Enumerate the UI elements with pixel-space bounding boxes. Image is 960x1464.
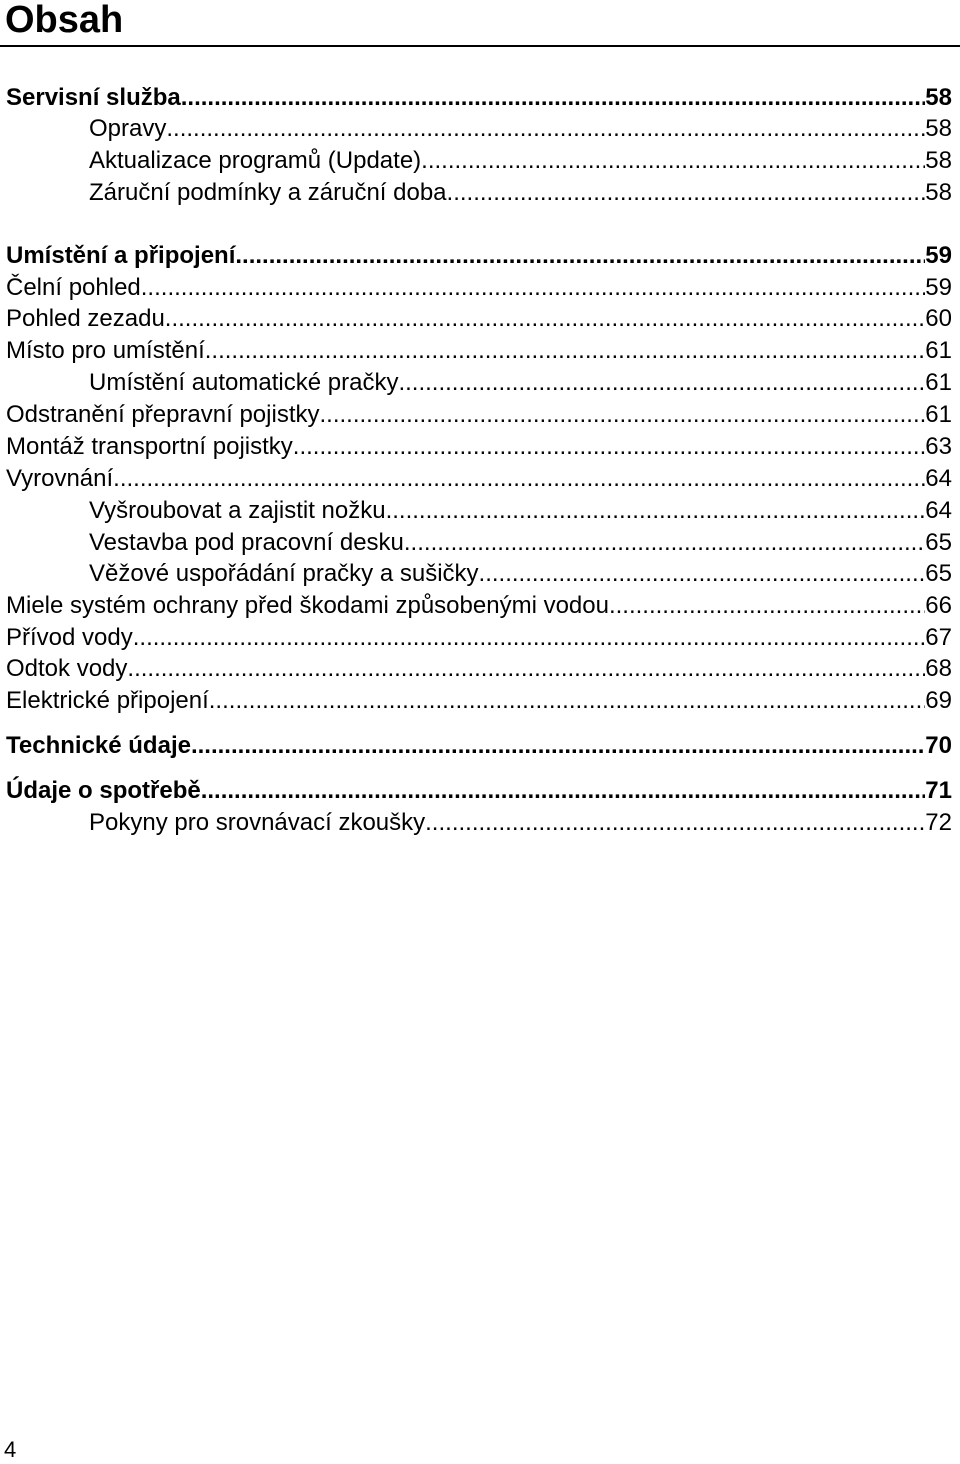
toc-entry-page: 61 bbox=[925, 401, 952, 428]
toc-leader-dots bbox=[404, 529, 925, 557]
toc-entry-page: 66 bbox=[925, 592, 952, 619]
toc-entry-title: Odtok vody bbox=[6, 655, 128, 682]
toc-entry-title: Přívod vody bbox=[6, 624, 133, 651]
toc-leader-dots bbox=[127, 655, 925, 683]
toc-entry-title: Pokyny pro srovnávací zkoušky bbox=[89, 809, 426, 836]
toc-entry[interactable] bbox=[89, 556, 952, 588]
toc-entry[interactable] bbox=[6, 588, 952, 620]
title-divider bbox=[0, 45, 960, 47]
toc-entry-page: 71 bbox=[925, 777, 952, 804]
toc-entry-title: Servisní služba bbox=[6, 84, 181, 111]
toc-entry[interactable] bbox=[6, 620, 952, 652]
toc-entry[interactable] bbox=[6, 238, 952, 270]
toc-entry-page: 58 bbox=[925, 147, 952, 174]
toc-entry[interactable] bbox=[6, 429, 952, 461]
toc-entry-title: Pohled zezadu bbox=[6, 305, 165, 332]
toc-entry-page: 72 bbox=[925, 809, 952, 836]
toc-entry[interactable] bbox=[6, 728, 952, 760]
toc-leader-dots bbox=[209, 687, 926, 715]
toc-entry[interactable] bbox=[89, 525, 952, 557]
toc-entry[interactable] bbox=[6, 270, 952, 302]
toc-entry-page: 64 bbox=[925, 465, 952, 492]
toc-entry-title: Vestavba pod pracovní desku bbox=[89, 529, 404, 556]
page-number: 4 bbox=[4, 1437, 17, 1462]
toc-leader-dots bbox=[201, 777, 926, 805]
toc-entry-title: Vyšroubovat a zajistit nožku bbox=[89, 497, 386, 524]
toc-entry-page: 61 bbox=[925, 337, 952, 364]
toc-entry-page: 58 bbox=[925, 115, 952, 142]
toc-entry-page: 68 bbox=[925, 655, 952, 682]
toc-entry-page: 59 bbox=[925, 242, 952, 269]
toc-entry-title: Čelní pohled bbox=[6, 274, 141, 301]
toc-entry-page: 59 bbox=[925, 274, 952, 301]
toc-entry-page: 69 bbox=[925, 687, 952, 714]
toc-entry[interactable] bbox=[6, 80, 952, 112]
toc-entry-title: Elektrické připojení bbox=[6, 687, 209, 714]
toc-entry-title: Věžové uspořádání pračky a sušičky bbox=[89, 560, 479, 587]
page-title: Obsah bbox=[5, 0, 124, 41]
toc-entry[interactable] bbox=[89, 175, 952, 207]
toc-entry-title: Opravy bbox=[89, 115, 167, 142]
toc-entry-page: 63 bbox=[925, 433, 952, 460]
toc-leader-dots bbox=[320, 401, 926, 429]
toc-entry[interactable] bbox=[6, 651, 952, 683]
toc-entry-page: 60 bbox=[925, 305, 952, 332]
toc-entry[interactable] bbox=[6, 683, 952, 715]
toc-entry-title: Záruční podmínky a záruční doba bbox=[89, 179, 447, 206]
toc-leader-dots bbox=[235, 242, 925, 270]
toc-entry-page: 64 bbox=[925, 497, 952, 524]
toc-leader-dots bbox=[141, 274, 926, 302]
toc-entry-title: Miele systém ochrany před škodami způsobenými vodou bbox=[6, 592, 609, 619]
toc-entry[interactable] bbox=[89, 143, 952, 175]
toc-entry[interactable] bbox=[6, 301, 952, 333]
toc-entry[interactable] bbox=[6, 773, 952, 805]
toc-leader-dots bbox=[479, 560, 926, 588]
toc-leader-dots bbox=[293, 433, 926, 461]
toc-entry-title: Technické údaje bbox=[6, 732, 191, 759]
toc-entry-title: Místo pro umístění bbox=[6, 337, 205, 364]
toc-entry[interactable] bbox=[89, 365, 952, 397]
toc-leader-dots bbox=[133, 624, 926, 652]
toc-entry-title: Umístění automatické pračky bbox=[89, 369, 399, 396]
toc-leader-dots bbox=[421, 147, 925, 175]
toc-entry[interactable] bbox=[6, 461, 952, 493]
toc-entry-page: 67 bbox=[925, 624, 952, 651]
toc-entry-title: Umístění a připojení bbox=[6, 242, 236, 269]
toc-entry-title: Aktualizace programů (Update) bbox=[89, 147, 422, 174]
toc-entry-page: 65 bbox=[925, 529, 952, 556]
toc-entry[interactable] bbox=[89, 805, 952, 837]
toc-leader-dots bbox=[165, 305, 926, 333]
toc-entry-title: Údaje o spotřebě bbox=[6, 777, 201, 804]
toc-entry[interactable] bbox=[89, 111, 952, 143]
toc-entry-page: 58 bbox=[925, 179, 952, 206]
toc-entry[interactable] bbox=[6, 333, 952, 365]
toc-leader-dots bbox=[205, 337, 926, 365]
toc-entry-page: 70 bbox=[925, 732, 952, 759]
toc-entry[interactable] bbox=[89, 493, 952, 525]
toc-entry-title: Montáž transportní pojistky bbox=[6, 433, 293, 460]
toc-leader-dots bbox=[609, 592, 925, 620]
toc-entry-page: 65 bbox=[925, 560, 952, 587]
toc-leader-dots bbox=[113, 465, 925, 493]
toc-leader-dots bbox=[166, 115, 925, 143]
toc-leader-dots bbox=[447, 179, 926, 207]
toc-entry-page: 61 bbox=[925, 369, 952, 396]
toc-entry-page: 58 bbox=[925, 84, 952, 111]
toc-leader-dots bbox=[181, 84, 926, 112]
toc-leader-dots bbox=[398, 369, 925, 397]
toc-entry[interactable] bbox=[6, 397, 952, 429]
toc-leader-dots bbox=[191, 732, 925, 760]
toc-leader-dots bbox=[425, 809, 925, 837]
toc-entry-title: Odstranění přepravní pojistky bbox=[6, 401, 320, 428]
toc-leader-dots bbox=[386, 497, 926, 525]
toc-entry-title: Vyrovnání bbox=[6, 465, 114, 492]
